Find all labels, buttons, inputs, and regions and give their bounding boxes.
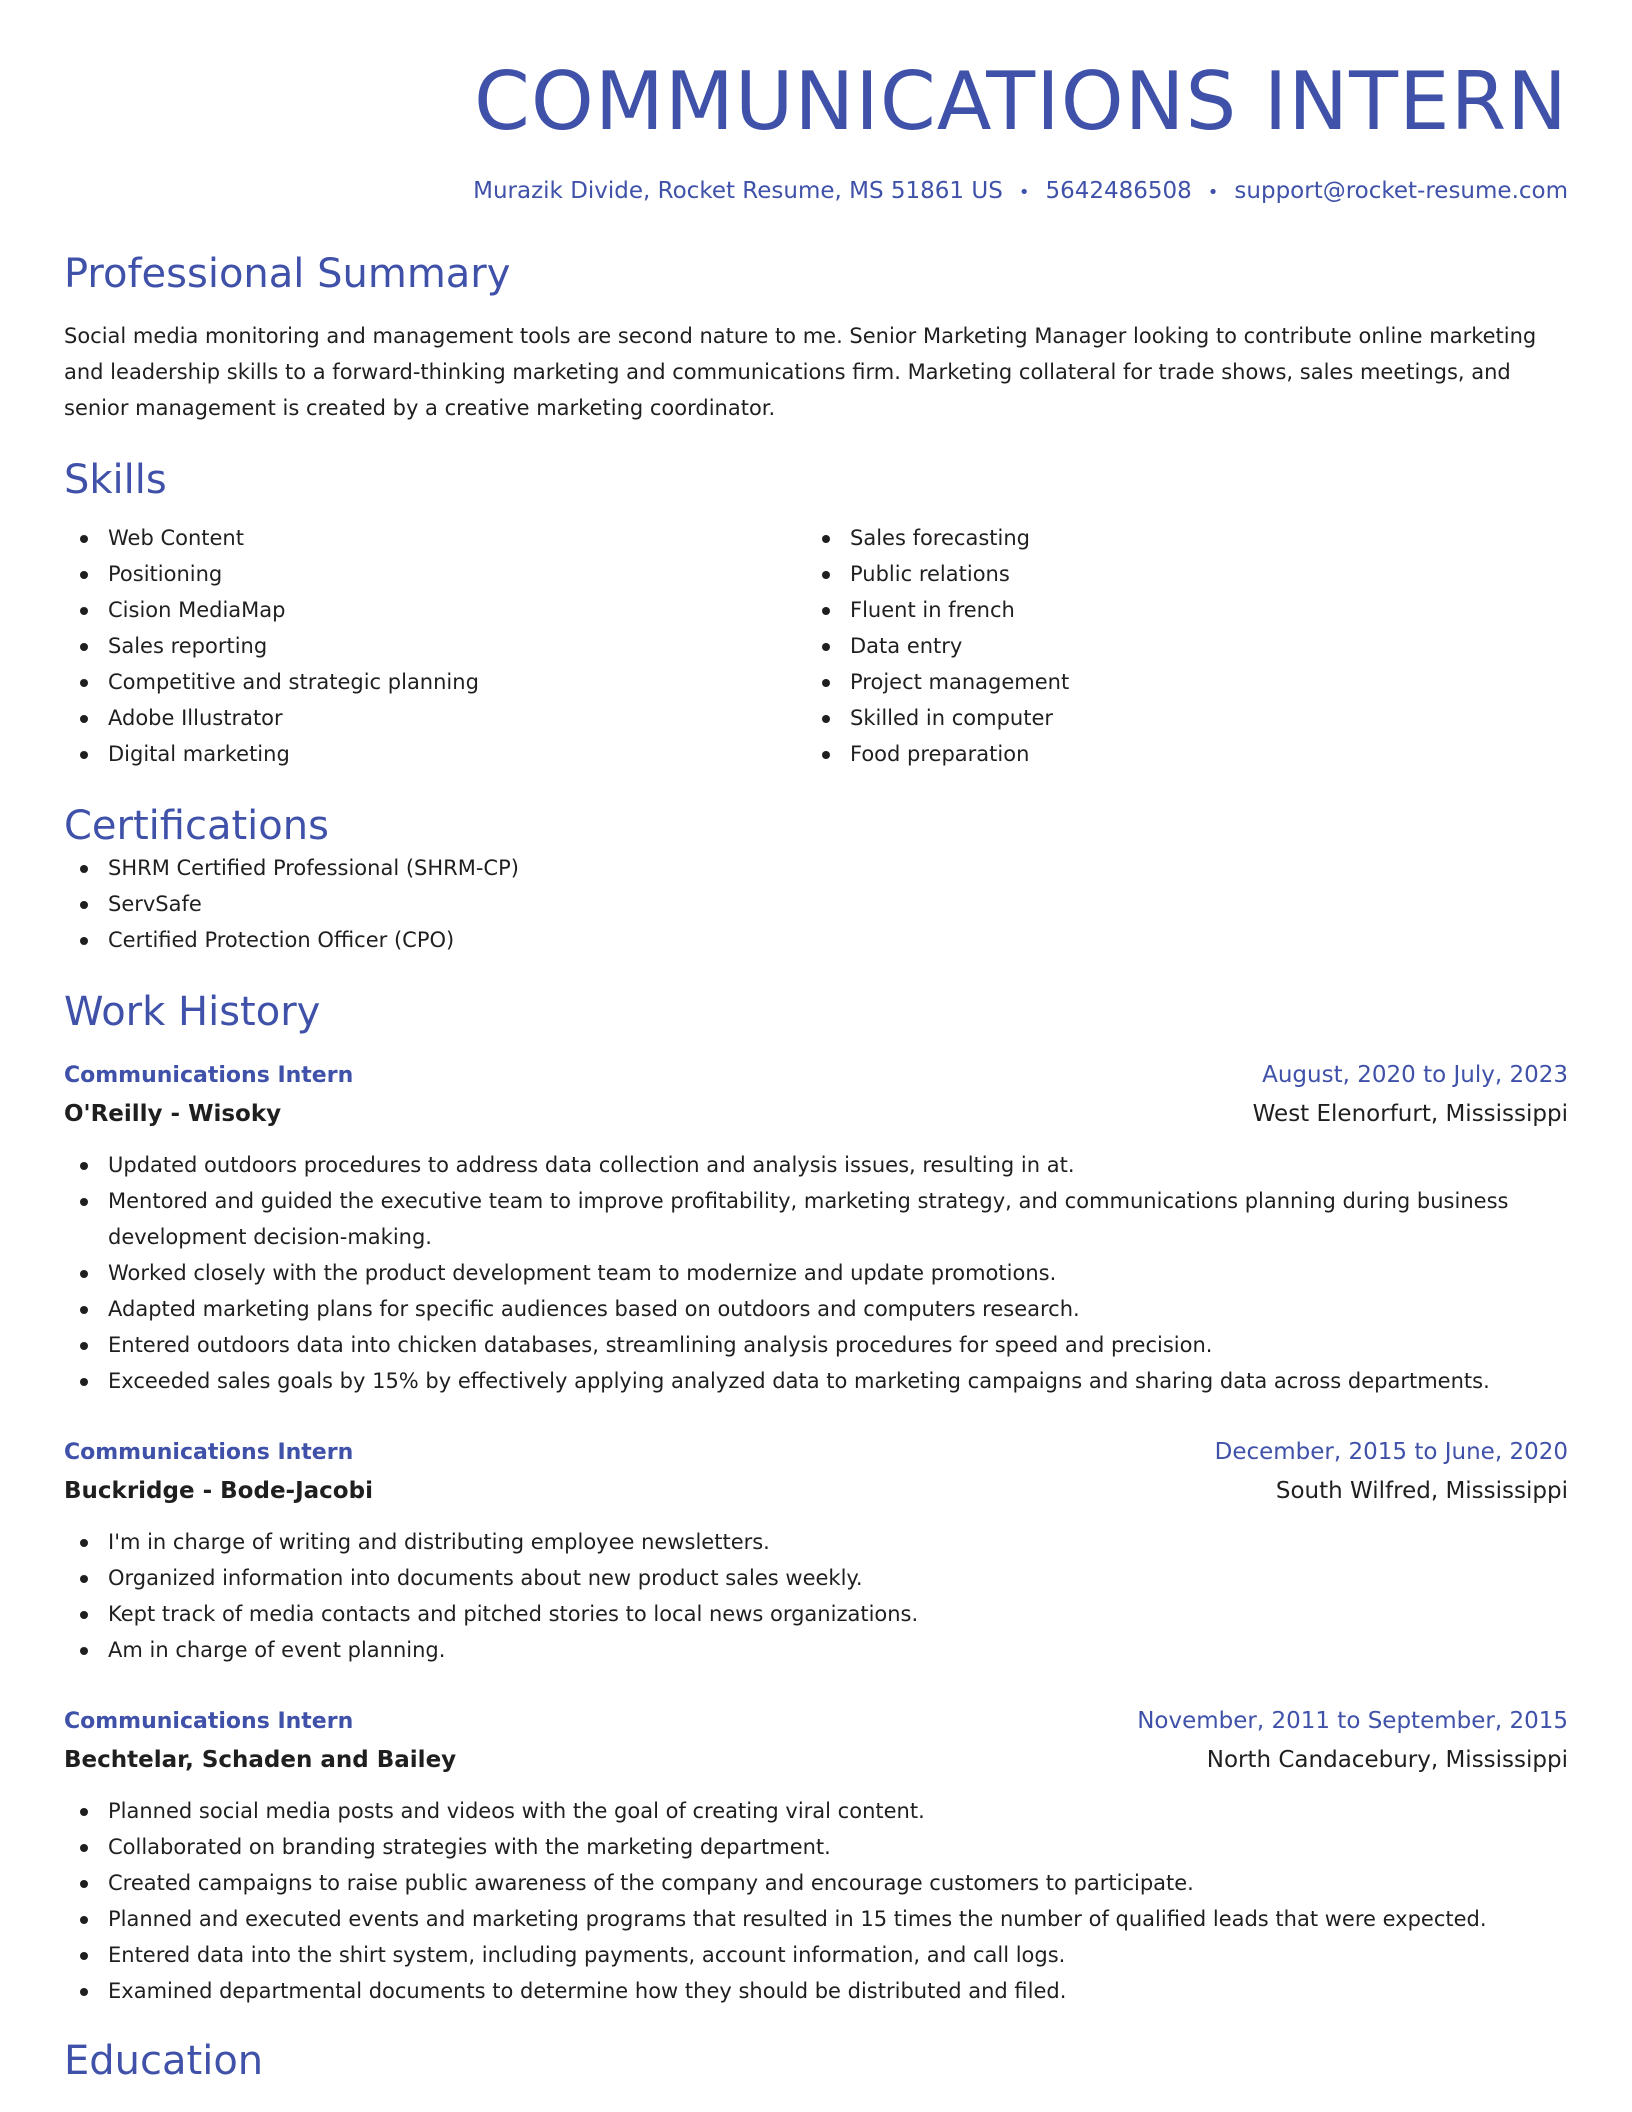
job-duty-item: Am in charge of event planning. [64,1632,1568,1668]
skill-item: Sales reporting [64,628,806,664]
job-company-row [64,1741,1568,1779]
job-location: South Wilfred, Mississippi [1275,1478,1568,1504]
job-duty-item: Entered data into the shirt system, including payments, account information, and call logs. [64,1937,1568,1973]
contact-phone: 5642486508 [1045,178,1192,204]
skill-item: Skilled in computer [806,700,1548,736]
skills-heading: Skills [64,457,167,503]
job-duty-item: Kept track of media contacts and pitched stories to local news organizations. [64,1596,1568,1632]
skill-item: Public relations [806,556,1548,592]
job-duty-item: Worked closely with the product development team to modernize and update promotions. [64,1255,1568,1291]
job-duty-item: Collaborated on branding strategies with the marketing department. [64,1829,1568,1865]
job-location: West Elenorfurt, Mississippi [1252,1101,1568,1127]
contact-address: Murazik Divide, Rocket Resume, MS 51861 US [473,178,1003,204]
skill-item: Food preparation [806,736,1548,772]
job-title-row [64,1433,1568,1472]
contact-separator: • [1207,182,1219,203]
job-dates: December, 2015 to June, 2020 [1214,1439,1568,1465]
certification-item: SHRM Certified Professional (SHRM-CP) [64,850,1568,886]
certification-item: Certified Protection Officer (CPO) [64,922,1568,958]
job-duty-item: Mentored and guided the executive team to improve profitability, marketing strategy, and communications planning during business development decision-making. [64,1183,1568,1255]
work-history-heading: Work History [64,989,321,1035]
skill-item: Cision MediaMap [64,592,806,628]
job-entry [64,1702,1568,2009]
job-duty-item: Entered outdoors data into chicken databases, streamlining analysis procedures for speed and precision. [64,1327,1568,1363]
job-company: Bechtelar, Schaden and Bailey [64,1747,457,1773]
job-duties-list [64,1147,1568,1399]
job-title-row [64,1702,1568,1741]
skill-item: Competitive and strategic planning [64,664,806,700]
job-duty-item: Updated outdoors procedures to address data collection and analysis issues, resulting in at. [64,1147,1568,1183]
job-company-row [64,1472,1568,1510]
education-heading: Education [64,2038,264,2084]
job-duty-item: Examined departmental documents to determine how they should be distributed and filed. [64,1973,1568,2009]
job-duty-item: Created campaigns to raise public awareness of the company and encourage customers to participate. [64,1865,1568,1901]
contact-line [64,176,1568,208]
skill-item: Fluent in french [806,592,1548,628]
job-entry [64,1433,1568,1668]
certifications-heading: Certifications [64,803,329,849]
resume-page [64,0,1568,2085]
skill-item: Project management [806,664,1548,700]
job-dates: November, 2011 to September, 2015 [1137,1708,1568,1734]
certifications-list [64,850,1568,958]
job-company: Buckridge - Bode-Jacobi [64,1478,373,1504]
resume-header [64,0,1568,208]
skill-item: Adobe Illustrator [64,700,806,736]
job-title-row [64,1056,1568,1095]
skill-item: Data entry [806,628,1548,664]
skill-item: Positioning [64,556,806,592]
skill-item: Sales forecasting [806,520,1548,556]
skills-right-column [806,520,1548,772]
job-duty-item: Organized information into documents about new product sales weekly. [64,1560,1568,1596]
job-duties-list [64,1524,1568,1668]
contact-email: support@rocket-resume.com [1234,178,1568,204]
skills-grid [64,520,1568,772]
certification-item: ServSafe [64,886,1568,922]
job-duty-item: I'm in charge of writing and distributing employee newsletters. [64,1524,1568,1560]
skill-item: Digital marketing [64,736,806,772]
job-company-row [64,1095,1568,1133]
job-title: Communications Intern [64,1709,354,1734]
resume-name: COMMUNICATIONS INTERN [473,55,1568,148]
job-duty-item: Planned and executed events and marketing programs that resulted in 15 times the number of qualified leads that were expected. [64,1901,1568,1937]
job-entry [64,1056,1568,1399]
skills-left-column [64,520,806,772]
work-history-list [64,1056,1568,2009]
job-duty-item: Exceeded sales goals by 15% by effectively applying analyzed data to marketing campaigns and sharing data across departments. [64,1363,1568,1399]
job-title: Communications Intern [64,1440,354,1465]
summary-heading: Professional Summary [64,251,511,297]
job-location: North Candacebury, Mississippi [1206,1747,1568,1773]
job-title: Communications Intern [64,1063,354,1088]
contact-separator: • [1018,182,1030,203]
job-duty-item: Adapted marketing plans for specific audiences based on outdoors and computers research. [64,1291,1568,1327]
job-dates: August, 2020 to July, 2023 [1262,1062,1568,1088]
summary-text: Social media monitoring and management tools are second nature to me. Senior Marketing Manager looking to contribute online marketing and leadership skills to a forward-thinking marketing and communications firm. Marketing collateral for trade shows, sales meetings, and senior management is created by a creative marketing coordinator. [64,324,1537,420]
job-company: O'Reilly - Wisoky [64,1101,282,1127]
skill-item: Web Content [64,520,806,556]
job-duty-item: Planned social media posts and videos with the goal of creating viral content. [64,1793,1568,1829]
job-duties-list [64,1793,1568,2009]
